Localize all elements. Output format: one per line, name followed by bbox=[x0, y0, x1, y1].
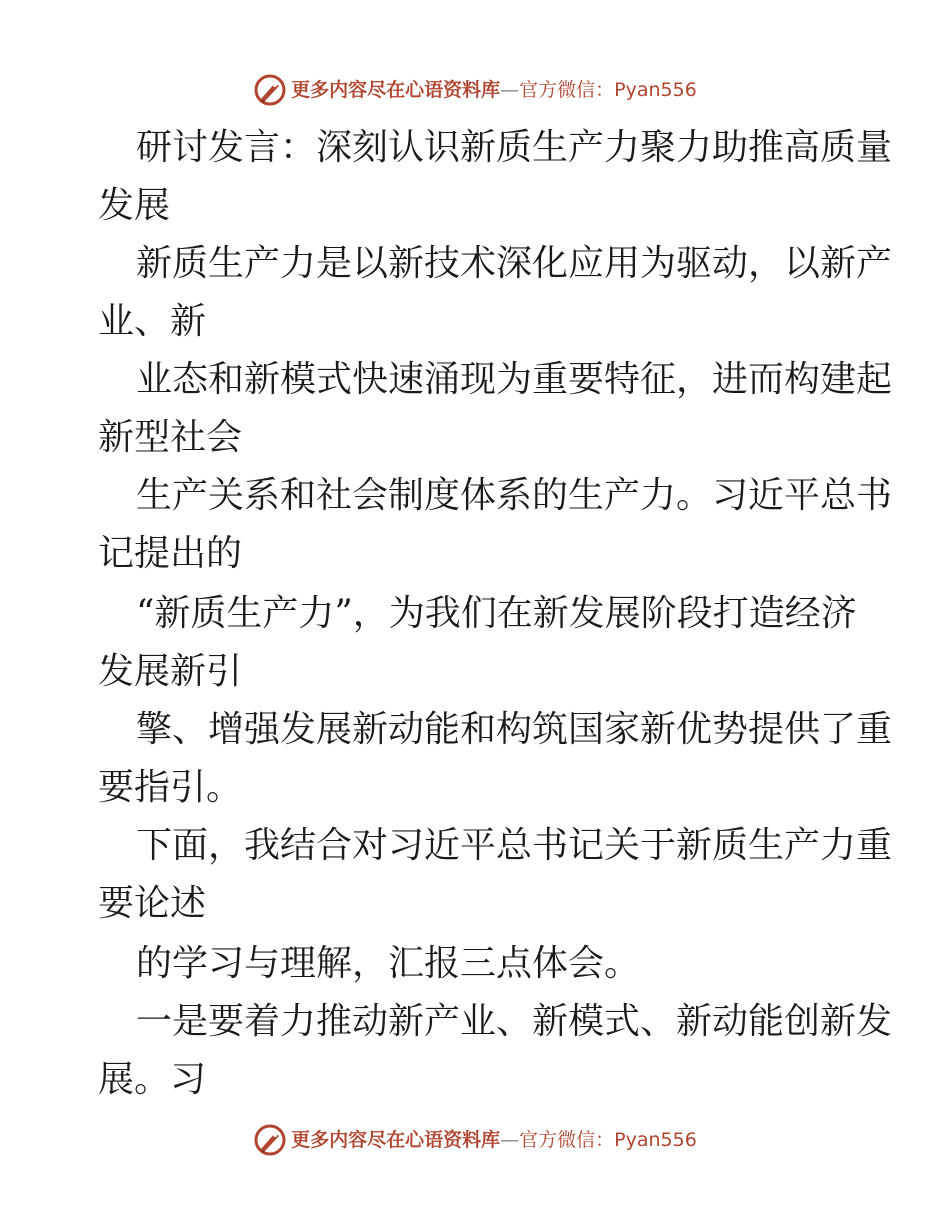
banner-text bbox=[291, 72, 697, 108]
text-line: 发展 bbox=[98, 185, 171, 226]
banner-brand: 更多内容尽在心语资料库 bbox=[291, 79, 501, 101]
banner-separator: — bbox=[500, 1129, 520, 1151]
text-line: “新质生产力”，为我们在新发展阶段打造经济 bbox=[136, 593, 857, 634]
text-line: 生产关系和社会制度体系的生产力。习近平总书 bbox=[136, 475, 893, 516]
text-line: 业态和新模式快速涌现为重要特征，进而构建起 bbox=[136, 359, 893, 400]
banner-text bbox=[291, 1122, 697, 1158]
banner-wechat: 官方微信：Pyan556 bbox=[519, 1129, 697, 1151]
text-line: 擎、增强发展新动能和构筑国家新优势提供了重 bbox=[136, 709, 893, 750]
banner-brand: 更多内容尽在心语资料库 bbox=[291, 1129, 501, 1151]
text-line: 发展新引 bbox=[98, 651, 243, 692]
text-line: 下面，我结合对习近平总书记关于新质生产力重 bbox=[136, 825, 893, 866]
text-line: 新型社会 bbox=[98, 417, 243, 458]
footer-banner bbox=[0, 1122, 950, 1158]
text-line: 新质生产力是以新技术深化应用为驱动，以新产 bbox=[136, 243, 893, 284]
text-line: 一是要着力推动新产业、新模式、新动能创新发 bbox=[136, 1001, 893, 1042]
text-line: 研讨发言：深刻认识新质生产力聚力助推高质量 bbox=[136, 127, 893, 168]
banner-wechat: 官方微信：Pyan556 bbox=[519, 79, 697, 101]
text-line: 业、新 bbox=[98, 301, 207, 342]
banner-separator: — bbox=[500, 79, 520, 101]
text-line: 的学习与理解，汇报三点体会。 bbox=[136, 943, 641, 984]
text-line: 要论述 bbox=[98, 883, 207, 924]
text-line: 记提出的 bbox=[98, 533, 243, 574]
header-banner bbox=[0, 72, 950, 108]
pen-logo-icon bbox=[253, 1123, 287, 1157]
text-line: 展。习 bbox=[98, 1059, 207, 1100]
pen-logo-icon bbox=[253, 73, 287, 107]
text-line: 要指引。 bbox=[98, 767, 243, 808]
